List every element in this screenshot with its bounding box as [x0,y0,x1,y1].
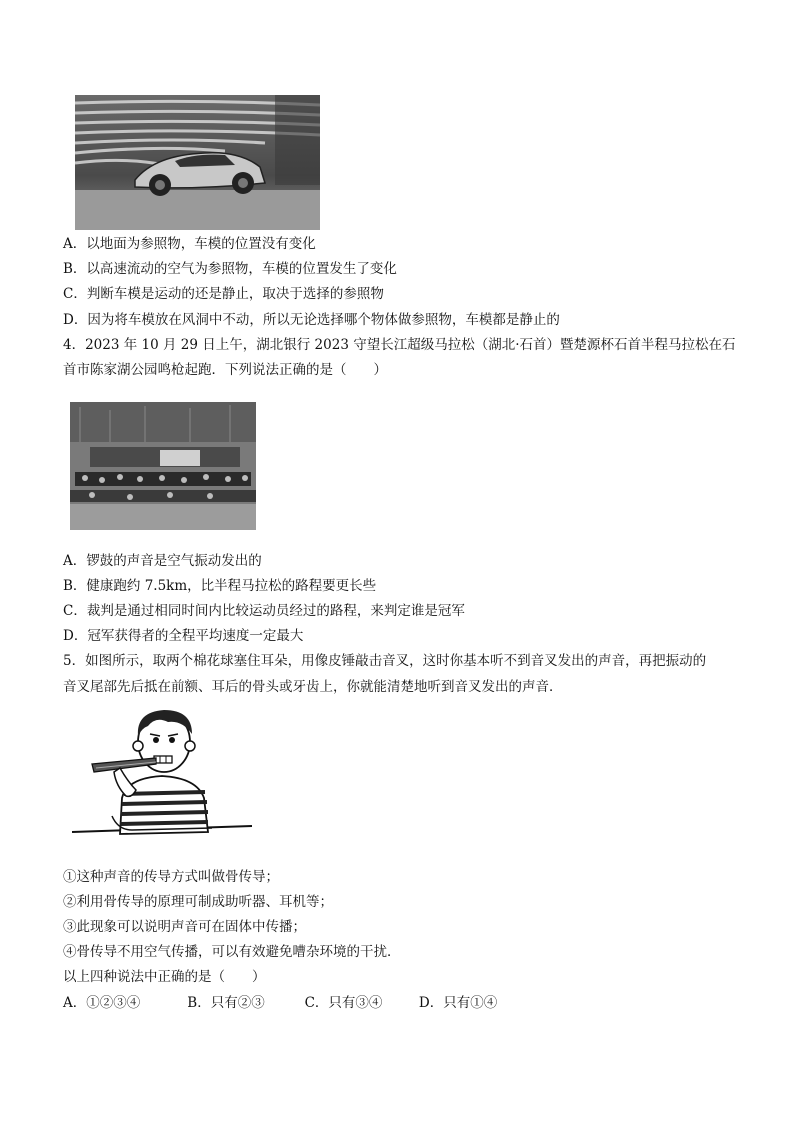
q4-option-c: C．裁判是通过相同时间内比较运动员经过的路程，来判定谁是冠军 [63,603,465,619]
q5-statement-2: ②利用骨传导的原理可制成助听器、耳机等； [63,894,333,910]
q5-statement-1: ①这种声音的传导方式叫做骨传导； [63,869,279,885]
q4-stem-line2: 首市陈家湖公园鸣枪起跑．下列说法正确的是（ ） [63,362,387,378]
q5-option-b: B．只有②③ [187,995,265,1011]
q4-option-b: B．健康跑约 7.5km，比半程马拉松的路程要更长些 [63,578,377,594]
q4-option-a: A．锣鼓的声音是空气振动发出的 [63,553,262,569]
q3-option-b: B．以高速流动的空气为参照物，车模的位置发生了变化 [63,261,397,277]
wind-tunnel-car-photo [75,95,320,230]
q5-statement-3: ③此现象可以说明声音可在固体中传播； [63,919,306,935]
q5-options-row [63,993,497,1013]
marathon-photo [70,402,256,530]
q3-option-d: D．因为将车模放在风洞中不动，所以无论选择哪个物体做参照物，车模都是静止的 [63,312,560,328]
q5-option-d: D．只有①④ [418,995,498,1011]
q4-option-d: D．冠军获得者的全程平均速度一定最大 [63,628,304,644]
q5-statement-4: ④骨传导不用空气传播，可以有效避免嘈杂环境的干扰． [63,944,401,960]
q5-stem-line1: 5．如图所示，取两个棉花球塞住耳朵，用像皮锤敲击音叉，这时你基本听不到音叉发出的声音，再把振动的 [63,653,707,669]
q4-stem-line1: 4．2023 年 10 月 29 日上午，湖北银行 2023 守望长江超级马拉松（湖北·石首）暨楚源杯石首半程马拉松在石 [63,337,736,353]
bone-conduction-illustration [72,706,252,852]
q5-stem-line2: 音叉尾部先后抵在前额、耳后的骨头或牙齿上，你就能清楚地听到音叉发出的声音． [63,679,563,695]
q5-option-a: A．①②③④ [63,995,141,1011]
q5-question: 以上四种说法中正确的是（ ） [63,969,266,985]
q5-option-c: C．只有③④ [304,995,383,1011]
q3-option-a: A．以地面为参照物，车模的位置没有变化 [63,236,316,252]
q3-option-c: C．判断车模是运动的还是静止，取决于选择的参照物 [63,286,384,302]
